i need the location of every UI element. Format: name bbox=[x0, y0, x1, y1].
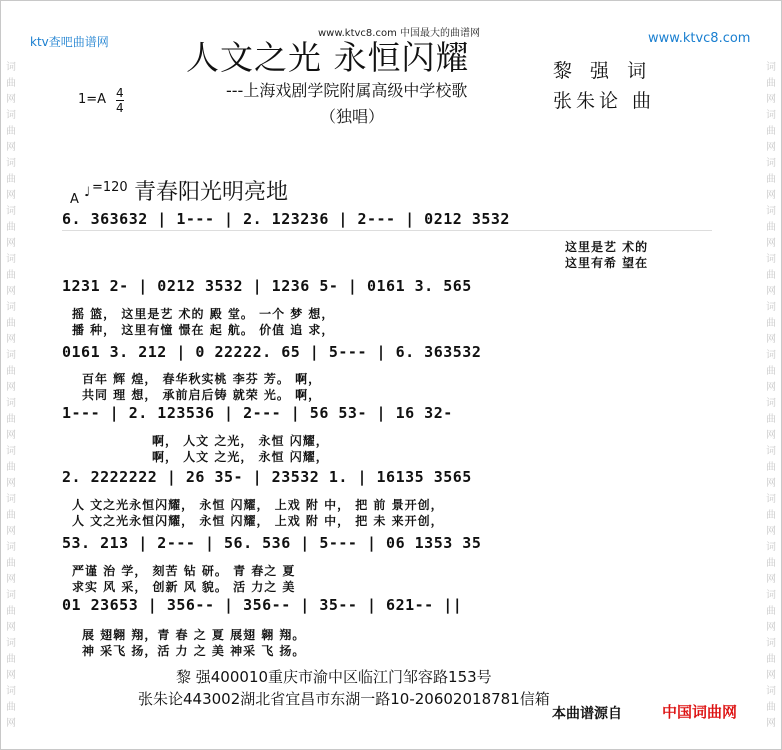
score-line-6-lyric-a: 严谨 治 学， 刻苦 钻 研。 青 春之 夏 bbox=[72, 564, 296, 578]
score-line-3-notes: 0161 3. 212 | 0 22222. 65 | 5--- | 6. 363532 bbox=[62, 343, 482, 361]
time-top: 4 bbox=[116, 86, 124, 100]
score-line-5-notes: 2. 2222222 | 26 35- | 23532 1. | 16135 3565 bbox=[62, 468, 472, 486]
side-watermark-left: 词曲网词曲网词曲网词曲网词曲网词曲网词曲网词曲网词曲网词曲网词曲网词曲网词曲网词曲网 bbox=[6, 62, 16, 729]
quarter-note-icon: ♩ bbox=[84, 185, 91, 200]
score-line-6-lyric-b: 求实 风 采， 创新 风 貌。 活 力之 美 bbox=[72, 580, 296, 594]
lyricist-credit: 黎 强 词 bbox=[553, 60, 653, 82]
performance-type: （独唱） bbox=[320, 107, 385, 126]
site-name-right: www.ktvc8.com bbox=[648, 31, 751, 46]
score-line-1-notes: 6. 363632 | 1--- | 2. 123236 | 2--- | 0212 3532 bbox=[62, 210, 510, 228]
lyricist-address: 黎 强400010重庆市渝中区临江门邹容路153号 bbox=[176, 668, 492, 686]
score-line-7-notes: 01 23653 | 356-- | 356-- | 35-- | 621-- || bbox=[62, 596, 463, 614]
time-bottom: 4 bbox=[116, 101, 124, 115]
section-mark: A bbox=[70, 192, 79, 207]
site-name-top: www.ktvc8.com 中国最大的曲谱网 bbox=[318, 28, 481, 39]
score-line-4-notes: 1--- | 2. 123536 | 2--- | 56 53- | 16 32- bbox=[62, 404, 453, 422]
site-name-left: ktv查吧曲谱网 bbox=[30, 35, 109, 49]
score-line-1-lyric-b: 这里有希 望在 bbox=[565, 256, 649, 270]
score-line-3-lyric-b: 共同 理 想， 承前启后铸 就荣 光。 啊， bbox=[82, 388, 322, 402]
key-signature: 1=A bbox=[78, 92, 107, 107]
score-line-5-lyric-a: 人 文之光永恒闪耀， 永恒 闪耀， 上戏 附 中， 把 前 景开创， bbox=[72, 498, 444, 512]
source-label: 本曲谱源自 bbox=[552, 706, 622, 722]
source-brand: 中国词曲网 bbox=[662, 703, 738, 721]
tempo-value: =120 bbox=[92, 180, 128, 195]
song-title: 人文之光 永恒闪耀 bbox=[186, 38, 470, 77]
score-line-7-lyric-a: 展 翅翱 翔，青 春 之 夏 展翅 翱 翔。 bbox=[82, 628, 306, 642]
song-subtitle: ---上海戏剧学院附属高级中学校歌 bbox=[226, 81, 468, 100]
score-line-2-notes: 1231 2- | 0212 3532 | 1236 5- | 0161 3. 565 bbox=[62, 277, 472, 295]
side-watermark-right: 词曲网词曲网词曲网词曲网词曲网词曲网词曲网词曲网词曲网词曲网词曲网词曲网词曲网词曲网 bbox=[766, 62, 776, 729]
score-line-3-lyric-a: 百年 辉 煌， 春华秋实桃 李芬 芳。 啊， bbox=[82, 372, 322, 386]
score-line-6-notes: 53. 213 | 2--- | 56. 536 | 5--- | 06 1353 35 bbox=[62, 534, 482, 552]
score-line-4-lyric-a: 啊， 人文 之光， 永恒 闪耀， bbox=[152, 434, 329, 448]
score-line-7-lyric-b: 神 采飞 扬，活 力 之 美 神采 飞 扬。 bbox=[82, 644, 306, 658]
score-line-2-lyric-b: 播 种， 这里有憧 憬在 起 航。 价值 追 求， bbox=[72, 323, 335, 337]
time-signature bbox=[116, 86, 124, 115]
score-line-5-lyric-b: 人 文之光永恒闪耀， 永恒 闪耀， 上戏 附 中， 把 未 来开创， bbox=[72, 514, 444, 528]
score-separator bbox=[62, 230, 712, 231]
score-line-2-lyric-a: 摇 篮， 这里是艺 术的 殿 堂。 一个 梦 想， bbox=[72, 307, 335, 321]
score-line-1-lyric-a: 这里是艺 术的 bbox=[565, 240, 649, 254]
score-line-4-lyric-b: 啊， 人文 之光， 永恒 闪耀， bbox=[152, 450, 329, 464]
composer-credit: 张朱论 曲 bbox=[553, 90, 656, 112]
composer-address: 张朱论443002湖北省宜昌市东湖一路10-20602018781信箱 bbox=[138, 690, 550, 708]
expression-mark: 青春阳光明亮地 bbox=[134, 180, 289, 205]
